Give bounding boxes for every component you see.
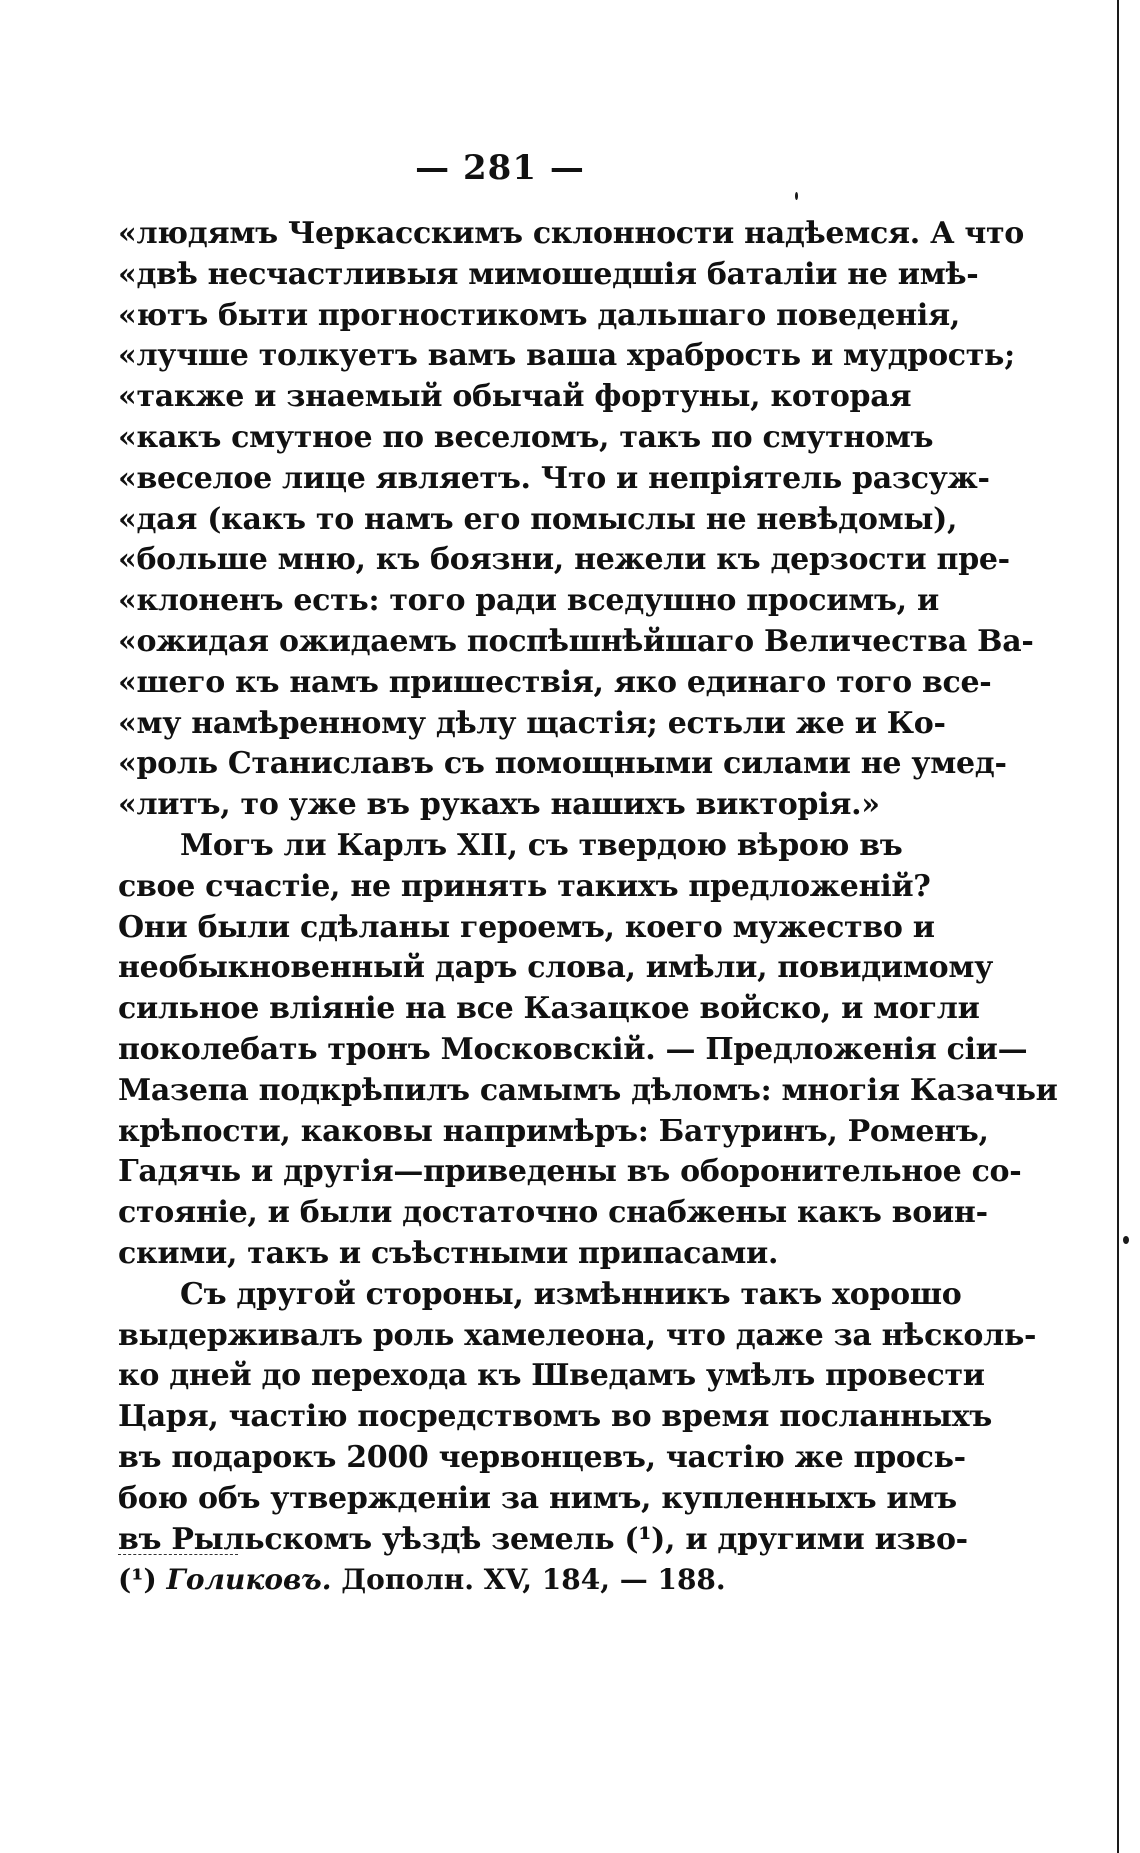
footnote-rule [118,1554,238,1555]
text-line: «литъ, то уже въ рукахъ нашихъ викторія.» [118,787,880,823]
text-line: выдерживалъ роль хамелеона, что даже за нѣсколь- [118,1317,1037,1353]
page-edge-line [1117,0,1119,1853]
text-line: Могъ ли Карлъ XII, съ твердою вѣрою въ [180,828,903,863]
text-line: стояніе, и были достаточно снабжены какъ воин- [118,1195,988,1231]
footnote-mark: (¹) [118,1563,157,1596]
text-line: свое счастіе, не принять такихъ предложеній? [118,868,931,904]
text-line: Гадячь и другія—приведены въ оборонительное со- [118,1154,1022,1190]
page-number: — 281 — [415,148,585,188]
text-line: въ подарокъ 2000 червонцевъ, частію же прось- [118,1440,966,1475]
text-line: «лучше толкуетъ вамъ ваша храбрость и мудрость; [118,338,1015,374]
text-line: ко дней до перехода къ Шведамъ умѣлъ провести [118,1358,985,1394]
footnote-author: Голиковъ. [166,1563,332,1596]
text-line: «двѣ несчастливыя мимошедшія баталіи не имѣ- [118,256,979,292]
text-line: скими, такъ и съѣстными припасами. [118,1236,779,1271]
text-line: Мазепа подкрѣпилъ самымъ дѣломъ: многія Казачьи [118,1072,1058,1108]
footnote-reference: Дополн. XV, 184, — 188. [341,1563,726,1596]
text-line: «ютъ быти прогностикомъ дальшаго поведенія, [118,297,961,333]
text-line: бою объ утвержденіи за нимъ, купленныхъ имъ [118,1480,957,1516]
text-line: Они были сдѣланы героемъ, коего мужество и [118,909,935,945]
text-line: «дая (какъ то намъ его помыслы не невѣдомы), [118,501,958,537]
text-line: «какъ смутное по веселомъ, такъ по смутномъ [118,420,934,455]
text-line: поколебать тронъ Московскій. — Предложенія сіи— [118,1032,1028,1067]
print-speck [795,192,798,200]
text-line: сильное вліяніе на все Казацкое войско, и могли [118,991,980,1027]
text-line: «му намѣренному дѣлу щастія; естьли же и Ко- [118,705,946,741]
print-speck [1123,1236,1129,1244]
text-line: «роль Станиславъ съ помощными силами не умед- [118,746,1007,782]
text-line: Съ другой стороны, измѣнникъ такъ хорошо [180,1276,962,1312]
text-line: «людямъ Черкасскимъ склонности надѣемся. А что [118,216,1025,251]
text-line: «также и знаемый обычай фортуны, которая [118,379,912,415]
text-line: Царя, частію посредствомъ во время посланныхъ [118,1399,992,1435]
text-line: необыкновенный даръ слова, имѣли, повидимому [118,950,993,986]
text-line: «ожидая ожидаемъ поспѣшнѣйшаго Величества Ва- [118,624,1034,659]
text-line: «шего къ намъ пришествія, яко единаго того все- [118,664,992,700]
text-line: крѣпости, каковы напримѣръ: Батуринъ, Роменъ, [118,1113,989,1149]
footnote [118,1562,726,1598]
text-line: «больше мню, къ боязни, нежели къ дерзости пре- [118,542,1010,578]
text-line: «клоненъ есть: того ради вседушно просимъ, и [118,583,939,619]
text-line: «веселое лице являетъ. Что и непріятель разсуж- [118,460,990,496]
text-line: въ Рыльскомъ уѣздѣ земель (¹), и другими изво- [118,1521,968,1557]
